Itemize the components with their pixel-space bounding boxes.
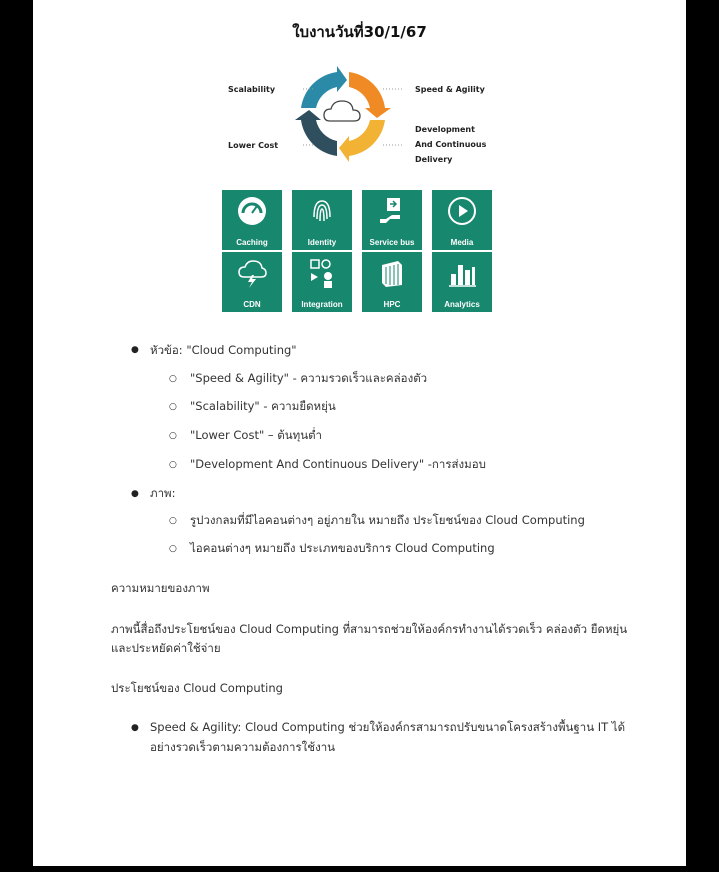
hand-document-icon xyxy=(376,195,408,227)
sub-bullet: ○ xyxy=(169,374,177,384)
tile-label: Media xyxy=(450,238,474,247)
wheel-segment-speed xyxy=(349,72,385,108)
tile-service-bus xyxy=(362,190,422,250)
sub-bullet: ○ xyxy=(169,402,177,412)
bullet-dot: ● xyxy=(131,489,139,499)
label-development-line1: Development xyxy=(415,125,475,134)
outline-sub-item: "Lower Cost" – ต้นทุนต่ำ xyxy=(190,428,323,442)
wheel-segment-scalability xyxy=(301,72,337,108)
outline-image: ภาพ: xyxy=(150,486,176,500)
cloud-icon xyxy=(324,101,360,121)
tile-label: Caching xyxy=(236,238,268,247)
sub-bullet: ○ xyxy=(169,544,177,554)
document-page xyxy=(33,0,686,866)
tile-identity xyxy=(292,190,352,250)
wheel-segment-delivery xyxy=(349,120,385,156)
label-lower-cost: Lower Cost xyxy=(228,141,279,150)
bullet-dot: ● xyxy=(131,345,139,355)
label-development-line2: And Continuous xyxy=(415,140,487,149)
benefit-line1: Speed & Agility: Cloud Computing ช่วยให้องค์กรสามารถปรับขนาดโครงสร้างพื้นฐาน IT ได้ xyxy=(150,720,626,734)
tile-integration xyxy=(292,252,352,312)
play-icon xyxy=(446,195,478,227)
bar-chart-icon xyxy=(446,257,478,289)
label-scalability: Scalability xyxy=(228,85,276,94)
tile-media xyxy=(432,190,492,250)
tile-cdn xyxy=(222,252,282,312)
outline-image-sub: ไอคอนต่างๆ หมายถึง ประเภทของบริการ Cloud Computing xyxy=(190,541,495,555)
outline-topic: หัวข้อ: "Cloud Computing" xyxy=(150,343,297,357)
sub-bullet: ○ xyxy=(169,431,177,441)
benefit-line2: อย่างรวดเร็วตามความต้องการใช้งาน xyxy=(150,740,336,754)
label-development xyxy=(415,122,486,167)
tile-label: HPC xyxy=(383,300,401,309)
tile-label: Integration xyxy=(301,300,343,309)
meaning-paragraph-line1: ภาพนี้สื่อถึงประโยชน์ของ Cloud Computing ที่สามารถช่วยให้องค์กรทำงานได้รวดเร็ว คล่องตัว ยืดหยุ่น xyxy=(111,622,628,636)
tile-label: Service bus xyxy=(369,238,415,247)
tile-analytics xyxy=(432,252,492,312)
meaning-heading: ความหมายของภาพ xyxy=(111,581,210,595)
cloud-benefits-diagram xyxy=(223,62,513,172)
label-development-line3: Delivery xyxy=(415,155,453,164)
outline-sub-item: "Speed & Agility" - ความรวดเร็วและคล่องตัว xyxy=(190,371,428,385)
bullet-dot: ● xyxy=(131,723,139,733)
page-title: ใบงานวันที่30/1/67 xyxy=(292,23,427,41)
sub-bullet: ○ xyxy=(169,516,177,526)
tile-label: CDN xyxy=(243,300,261,309)
shapes-icon xyxy=(306,257,338,289)
outline-image-sub: รูปวงกลมที่มีไอคอนต่างๆ อยู่ภายใน หมายถึง ประโยชน์ของ Cloud Computing xyxy=(190,513,585,527)
tile-label: Analytics xyxy=(444,300,480,309)
label-speed-agility: Speed & Agility xyxy=(415,85,485,94)
tile-label: Identity xyxy=(307,238,337,247)
gauge-icon xyxy=(236,195,268,227)
benefits-heading: ประโยชน์ของ Cloud Computing xyxy=(111,681,283,695)
cloud-lightning-icon xyxy=(236,257,268,289)
fingerprint-icon xyxy=(306,195,338,227)
wheel-segment-lower-cost xyxy=(301,120,337,156)
meaning-paragraph-line2: และประหยัดค่าใช้จ่าย xyxy=(111,641,221,655)
server-rack-icon xyxy=(376,257,408,289)
outline-sub-item: "Scalability" - ความยืดหยุ่น xyxy=(190,399,336,413)
outline-sub-item: "Development And Continuous Delivery" -การส่งมอบ xyxy=(190,457,486,471)
tile-hpc xyxy=(362,252,422,312)
sub-bullet: ○ xyxy=(169,460,177,470)
tile-caching xyxy=(222,190,282,250)
